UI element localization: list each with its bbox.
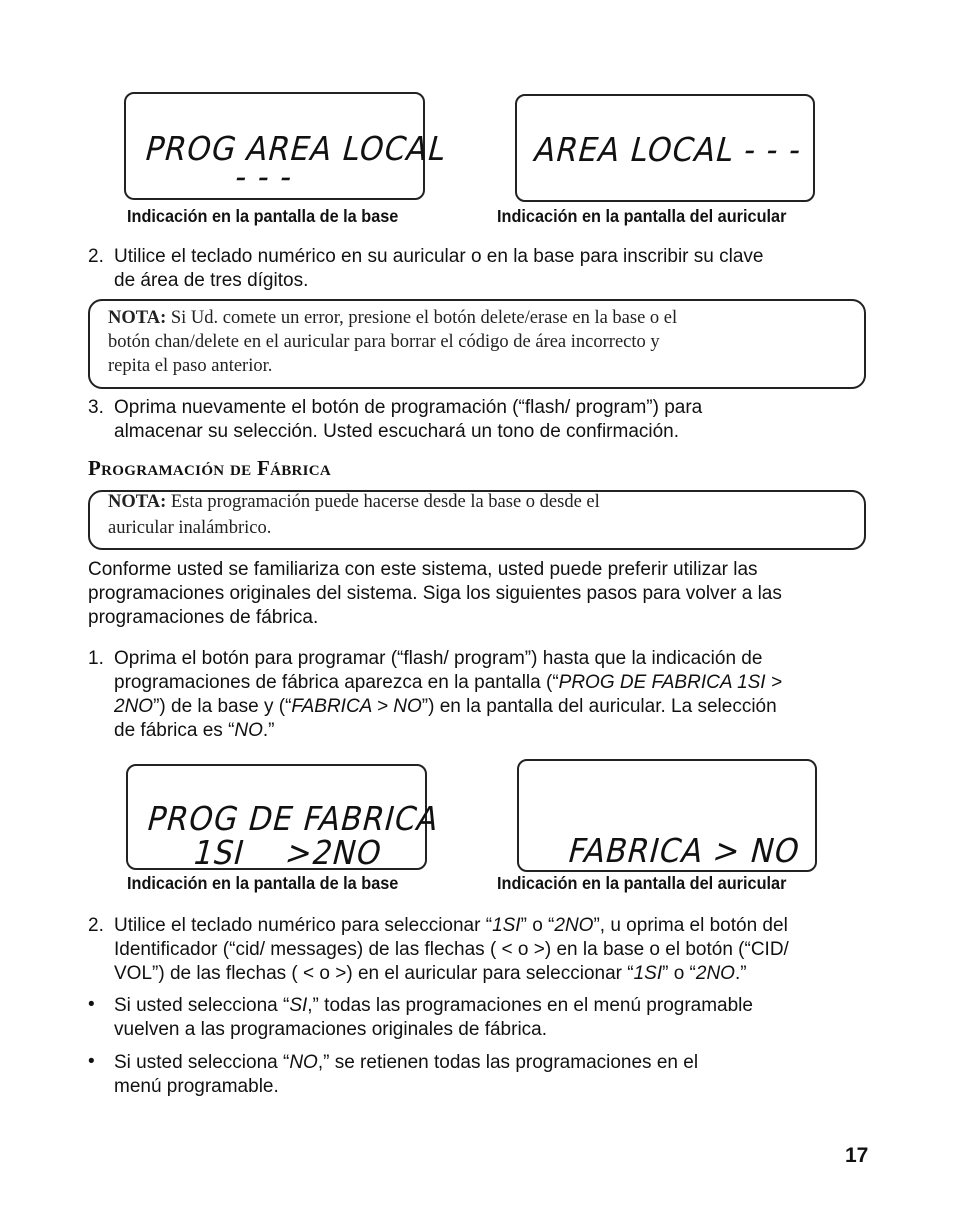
bullet1-symbol: •: [88, 994, 95, 1015]
handset-display-top: [515, 94, 815, 202]
step3-line2: almacenar su selección. Usted escuchará un tono de confirmación.: [114, 421, 680, 442]
note1-line3: repita el paso anterior.: [108, 356, 273, 376]
base-display-top: [124, 92, 452, 200]
handset-display-bottom-line1: FABRICA > NO: [564, 831, 805, 870]
step1-line3: 2NO”) de la base y (“FABRICA > NO”) en la pantalla del auricular. La selección: [114, 696, 777, 717]
intro-line3: programaciones de fábrica.: [88, 607, 319, 628]
base-display-top-caption: Indicación en la pantalla de la base: [127, 206, 399, 226]
step2a-line2: de área de tres dígitos.: [114, 270, 309, 291]
page-number: 17: [845, 1144, 869, 1167]
step2a-number: 2.: [88, 246, 104, 267]
base-display-top-line1: PROG AREA LOCAL: [141, 129, 452, 168]
step2b-number: 2.: [88, 915, 104, 936]
step2b-line1: Utilice el teclado numérico para seleccionar “1SI” o “2NO”, u oprima el botón del: [114, 915, 788, 936]
step2b-line3: VOL”) de las flechas ( < o >) en el auricular para seleccionar “1SI” o “2NO.”: [114, 963, 747, 984]
note2-line2: auricular inalámbrico.: [108, 518, 272, 538]
step1-line1: Oprima el botón para programar (“flash/ program”) hasta que la indicación de: [114, 648, 763, 669]
base-display-top-line2: - - -: [231, 157, 298, 196]
base-display-bottom: [126, 764, 444, 872]
section-heading: Programación de Fábrica: [88, 456, 332, 480]
handset-display-bottom: [517, 759, 817, 872]
intro-line1: Conforme usted se familiariza con este sistema, usted puede preferir utilizar las: [88, 559, 758, 580]
note1-line2: botón chan/delete en el auricular para borrar el código de área incorrecto y: [108, 332, 660, 352]
base-display-bottom-line2: 1SI >2NO: [189, 833, 387, 872]
base-display-bottom-line1: PROG DE FABRICA: [143, 799, 444, 838]
step1-number: 1.: [88, 648, 104, 669]
step2b-line2: Identificador (“cid/ messages) de las flechas ( < o >) en la base o el botón (“CID/: [114, 939, 789, 960]
bullet1-line2: vuelven a las programaciones originales de fábrica.: [114, 1019, 548, 1040]
step2a-line1: Utilice el teclado numérico en su auricular o en la base para inscribir su clave: [114, 246, 764, 267]
note1-line1: NOTA: Si Ud. comete un error, presione el botón delete/erase en la base o el: [108, 308, 678, 328]
step3-number: 3.: [88, 397, 104, 418]
note2-line1: NOTA: Esta programación puede hacerse desde la base o desde el: [108, 492, 600, 512]
base-display-bottom-caption: Indicación en la pantalla de la base: [127, 873, 399, 893]
handset-display-top-line1: AREA LOCAL - - -: [530, 130, 807, 169]
note2-label: NOTA:: [108, 492, 167, 512]
note-box-error: [88, 299, 866, 389]
handset-display-bottom-caption: Indicación en la pantalla del auricular: [497, 873, 787, 893]
step1-line4: de fábrica es “NO.”: [114, 720, 275, 741]
step3-line1: Oprima nuevamente el botón de programación (“flash/ program”) para: [114, 397, 703, 418]
bullet2-line2: menú programable.: [114, 1076, 279, 1097]
bullet2-line1: Si usted selecciona “NO,” se retienen todas las programaciones en el: [114, 1052, 699, 1073]
step1-line2: programaciones de fábrica aparezca en la pantalla (“PROG DE FABRICA 1SI >: [114, 672, 782, 693]
note-box-programming: [88, 490, 866, 550]
bullet1-line1: Si usted selecciona “SI,” todas las programaciones en el menú programable: [114, 995, 753, 1016]
handset-display-top-caption: Indicación en la pantalla del auricular: [497, 206, 787, 226]
bullet2-symbol: •: [88, 1051, 95, 1072]
note1-label: NOTA:: [108, 308, 167, 328]
intro-line2: programaciones originales del sistema. Siga los siguientes pasos para volver a las: [88, 583, 782, 604]
